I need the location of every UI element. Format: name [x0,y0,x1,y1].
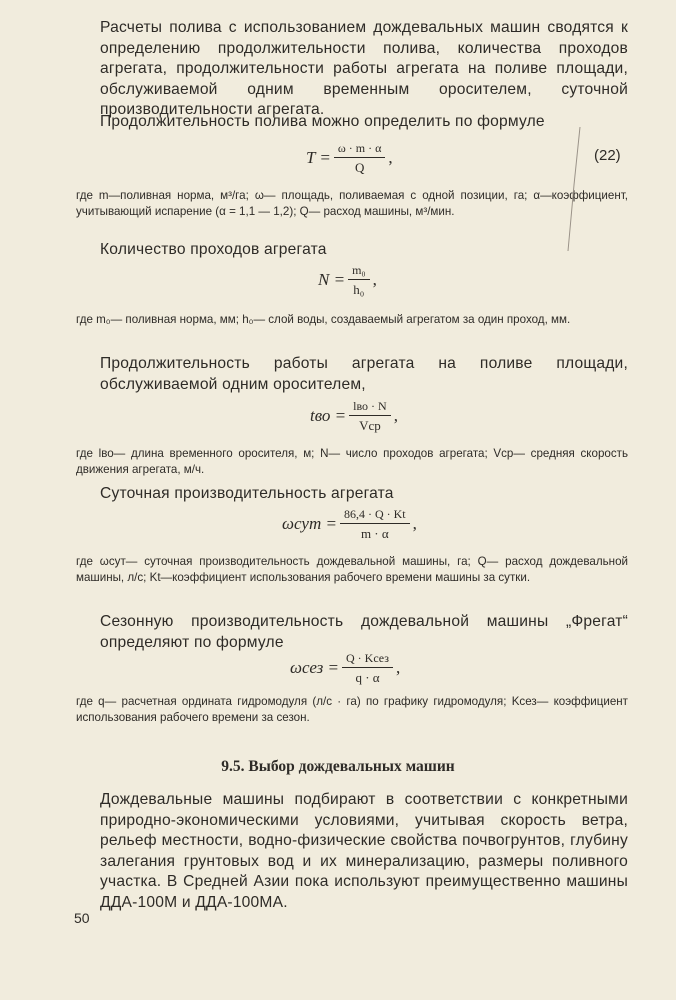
formula-denominator: Vср [359,418,381,433]
formula-passes [318,262,377,298]
formula-denominator: h₀ [353,282,365,297]
machine-selection-paragraph: Дождевальные машины подбирают в соответствии с конкретными природно-экономическими условиями, учитывая скорость ветра, рельеф местности, водно-физические свойства почвогрунтов, глубину залегания грунтовых вод и их минерализацию, размеры поливного участка. В Средней Азии пока используют преимущественно машины ДДА-100М и ДДА-100МА. [100,791,628,911]
formula-numerator: 86,4 · Q · Kt [340,506,410,524]
formula-22 [306,140,393,176]
equation-number: (22) [594,147,621,164]
formula-lhs: tво = [310,406,347,425]
formula-daily-output [282,506,417,542]
formula-tail: , [396,658,401,677]
formula-lhs: ωсут = [282,514,337,533]
pen-stroke-mark [560,125,590,255]
formula-tail: , [372,270,377,289]
formula-fraction [348,262,370,298]
formula-numerator: m₀ [348,262,370,280]
note-formula-22: где m—поливная норма, м³/га; ω— площадь, поливаемая с одной позиции, га; α—коэффициент, учитывающий испарение (α = 1,1 — 1,2); Q— расход машины, м³/мин. [76,189,628,218]
formula-denominator: q · α [355,670,380,685]
formula-numerator: Q · Kсез [342,650,393,668]
page-number: 50 [74,910,90,926]
note-duration: где lво— длина временного оросителя, м; N— число проходов агрегата; Vср— средняя скорость движения агрегата, м/ч. [76,447,628,476]
formula-lhs: T = [306,148,331,167]
formula-lhs: ωсез = [290,658,339,677]
formula-fraction [334,140,386,176]
formula-seasonal-output [290,650,400,686]
formula-fraction [349,398,391,434]
formula-intro-text: Продолжительность полива можно определить по формуле [100,113,545,130]
note-passes: где m₀— поливная норма, мм; h₀— слой воды, создаваемый агрегатом за один проход, мм. [76,313,571,326]
formula-numerator: ω · m · α [334,140,386,158]
note-seasonal-output: где q— расчетная ордината гидромодуля (л/с · га) по графику гидромодуля; Kсез— коэффициент использования рабочего времени за сезон. [76,695,628,724]
formula-tail: , [412,514,417,533]
formula-lhs: N = [318,270,346,289]
intro-paragraph: Расчеты полива с использованием дождевальных машин сводятся к определению продолжительности полива, количества проходов агрегата, продолжительности работы агрегата на поливе площади, обслуживаемой одним временным оросителем, суточной производительности агрегата. [100,19,628,118]
formula-duration [310,398,398,434]
formula-tail: , [393,406,398,425]
passes-heading-text: Количество проходов агрегата [100,241,327,258]
formula-fraction [340,506,410,542]
formula-denominator: m · α [360,526,389,541]
formula-tail: , [388,148,393,167]
section-heading: 9.5. Выбор дождевальных машин [221,758,455,775]
note-daily-output: где ωсут— суточная производительность дождевальной машины, га; Q— расход дождевальной машины, л/с; Kt—коэффициент использования рабочего времени машины за сутки. [76,555,628,584]
seasonal-output-paragraph: Сезонную производительность дождевальной машины „Фрегат“ определяют по формуле [100,613,628,651]
duration-paragraph: Продолжительность работы агрегата на поливе площади, обслуживаемой одним оросителем, [100,355,628,393]
formula-numerator: lво · N [349,398,391,416]
daily-output-text: Суточная производительность агрегата [100,485,394,502]
formula-fraction [342,650,393,686]
formula-denominator: Q [354,160,365,175]
